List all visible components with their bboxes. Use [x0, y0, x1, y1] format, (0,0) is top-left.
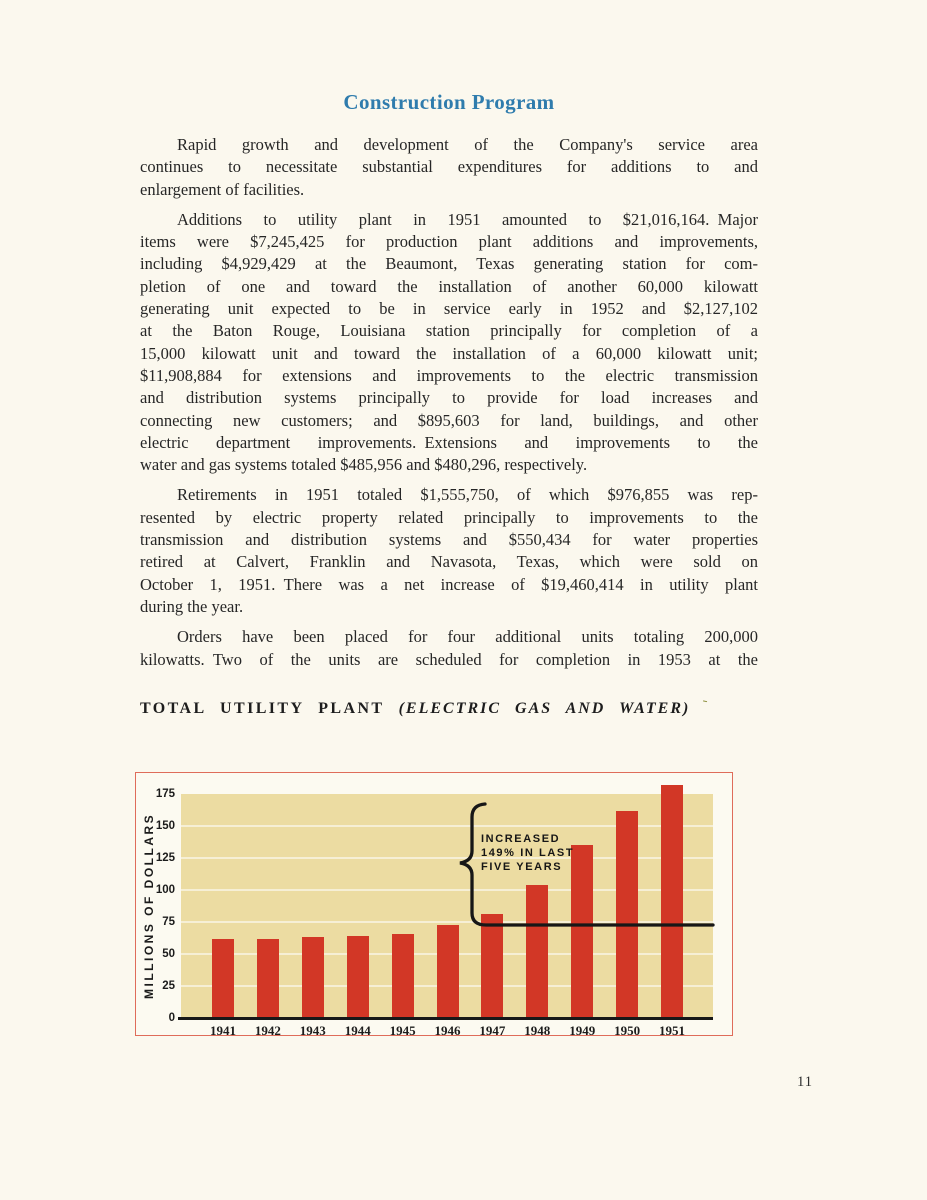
x-tick-label: 1944 — [344, 1023, 371, 1038]
chart-heading-italic: (ELECTRIC GAS AND WATER) — [398, 700, 691, 717]
text-line: Retirements in 1951 totaled $1,555,750, of which $976,855 was rep- — [177, 485, 758, 505]
x-tick-label: 1943 — [299, 1023, 326, 1038]
x-tick-label: 1941 — [210, 1023, 236, 1038]
paragraph — [140, 134, 758, 201]
x-tick-label: 1951 — [659, 1023, 685, 1038]
paragraph — [140, 626, 758, 671]
text-line: items were $7,245,425 for production plant additions and improvements, — [140, 232, 758, 252]
bar-1951 — [661, 785, 683, 1018]
text-line: electric department improvements. Extensions and improvements to the — [140, 432, 758, 452]
text-line: at the Baton Rouge, Louisiana station principally for completion of a — [140, 321, 758, 341]
paragraph — [140, 484, 758, 618]
x-tick-label: 1947 — [479, 1023, 506, 1038]
text-line: kilowatts. Two of the units are scheduled for completion in 1953 at the — [140, 649, 758, 669]
text-line: and distribution systems principally to provide for load increases and — [140, 388, 758, 408]
body-paragraphs — [140, 134, 758, 679]
text-line: connecting new customers; and $895,603 for land, buildings, and other — [140, 410, 758, 430]
text-line: October 1, 1951. There was a net increase of $19,460,414 in utility plant — [140, 574, 758, 594]
y-tick-label: 0 — [168, 1012, 175, 1024]
text-line: Additions to utility plant in 1951 amounted to $21,016,164. Major — [177, 209, 758, 229]
x-tick-label: 1950 — [614, 1023, 641, 1038]
bar-1949 — [571, 845, 593, 1018]
bar-1943 — [302, 937, 324, 1018]
text-line: Orders have been placed for four additional units totaling 200,000 — [177, 627, 758, 647]
annotation-line: INCREASED — [481, 833, 561, 845]
text-line: including $4,929,429 at the Beaumont, Texas generating station for com- — [140, 254, 758, 274]
annotation-line: FIVE YEARS — [481, 861, 563, 873]
text-line: $11,908,884 for extensions and improvements to the electric transmission — [140, 365, 758, 385]
text-line: pletion of one and toward the installation of another 60,000 kilowatt — [140, 276, 758, 296]
text-line: during the year. — [140, 596, 244, 616]
x-tick-label: 1948 — [524, 1023, 551, 1038]
paragraph — [140, 209, 758, 477]
bar-1941 — [212, 939, 234, 1018]
y-tick-label: 125 — [155, 852, 175, 864]
text-line: water and gas systems totaled $485,956 and $480,296, respectively. — [140, 455, 588, 475]
text-line: transmission and distribution systems and $550,434 for water properties — [140, 530, 758, 550]
chart-heading-plain: TOTAL UTILITY PLANT — [140, 700, 399, 717]
bar-1942 — [257, 939, 279, 1018]
bar-1945 — [392, 934, 414, 1018]
text-line: Rapid growth and development of the Company's service area — [177, 135, 758, 154]
utility-plant-chart — [135, 772, 733, 1036]
page-number: 11 — [797, 1074, 813, 1090]
x-axis-line — [178, 1017, 713, 1020]
text-line: enlargement of facilities. — [140, 179, 305, 199]
bar-1944 — [347, 936, 369, 1018]
x-tick-label: 1942 — [254, 1023, 281, 1038]
bar-1948 — [526, 885, 548, 1018]
text-line: retired at Calvert, Franklin and Navasota, Texas, which were sold on — [140, 552, 758, 572]
text-line: resented by electric property related principally to improvements to the — [140, 507, 758, 527]
y-tick-label: 175 — [155, 788, 175, 800]
plot-area — [181, 794, 713, 1018]
y-tick-label: 50 — [162, 948, 175, 960]
y-axis-label: MILLIONS OF DOLLARS — [142, 812, 156, 1000]
y-tick-label: 75 — [162, 916, 175, 928]
y-tick-label: 100 — [155, 884, 175, 896]
text-line: continues to necessitate substantial expenditures for additions to and — [140, 157, 758, 177]
x-tick-label: 1945 — [389, 1023, 416, 1038]
y-tick-label: 25 — [162, 980, 175, 992]
text-line: 15,000 kilowatt unit and toward the installation of a 60,000 kilowatt unit; — [140, 343, 758, 363]
annotation-line: 149% IN LAST — [481, 847, 575, 859]
chart-heading — [140, 700, 690, 718]
bar-1947 — [481, 914, 503, 1018]
x-tick-label: 1949 — [569, 1023, 596, 1038]
print-artifact-mark: ˍ — [702, 687, 710, 704]
x-tick-label: 1946 — [434, 1023, 461, 1038]
annotation-text — [481, 832, 574, 874]
y-tick-label: 150 — [155, 820, 175, 832]
text-line: generating unit expected to be in service early in 1952 and $2,127,102 — [140, 299, 758, 319]
section-title: Construction Program — [343, 90, 555, 114]
bar-1950 — [616, 811, 638, 1018]
bar-1946 — [437, 925, 459, 1018]
